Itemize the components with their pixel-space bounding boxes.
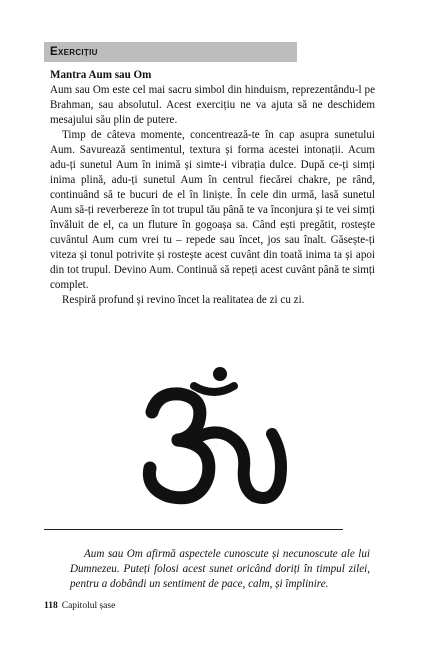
exercise-subtitle: Mantra Aum sau Om (50, 69, 152, 81)
page-number: 118 (44, 601, 58, 611)
caption-divider (44, 529, 343, 530)
exercise-header-title: Exercițiu (50, 46, 98, 58)
om-symbol-icon (128, 364, 296, 514)
exercise-body (50, 68, 375, 308)
caption-text: Aum sau Om afirmă aspectele cunoscute și necunoscute ale lui Dumnezeu. Puteți folosi acest sunet oricând doriți în timpul zilei, pentru a dobândi un sentiment de pace, calm, și împlinire. (70, 548, 370, 590)
paragraph-closing: Respiră profund și revino încet la realitatea de zi cu zi. (62, 294, 305, 306)
page-footer (44, 601, 115, 611)
chapter-name: Capitolul șase (61, 601, 116, 611)
paragraph-instructions: Timp de câteva momente, concentrează-te în cap asupra sunetului Aum. Savurează sentimentul, textura și forma acestei intonații. Acum adu-ți sunetul Aum în inimă și simte-i vibrația dulce. După ce-ți simți inima plină, adu-ți sunetul Aum în centrul fiecărei chakre, pe rând, continuând să te bucuri de el în liniște. În cele din urmă, lasă sunetul Aum să-ți reverbereze în tot trupul tău până te va înconjura și te vei simți învăluit de el, ca un fluture în gogoașa sa. Când ești pregătit, rostește cuvântul Aum cum vrei tu – repede sau încet, jos sau înalt. Găsește-ți viteza și tonul potrivite și rostește acest cuvânt din toată inima ta și apoi din tot trupul. Devino Aum. Continuă să repeți acest cuvânt până te simți complet. (50, 129, 375, 291)
exercise-header-bar (44, 42, 297, 62)
figure-caption (70, 547, 370, 592)
paragraph-intro: Aum sau Om este cel mai sacru simbol din hinduism, reprezentându-l pe Brahman, sau absolutul. Acest exercițiu ne va ajuta să ne deschidem mesajului său plin de putere. (50, 84, 375, 126)
